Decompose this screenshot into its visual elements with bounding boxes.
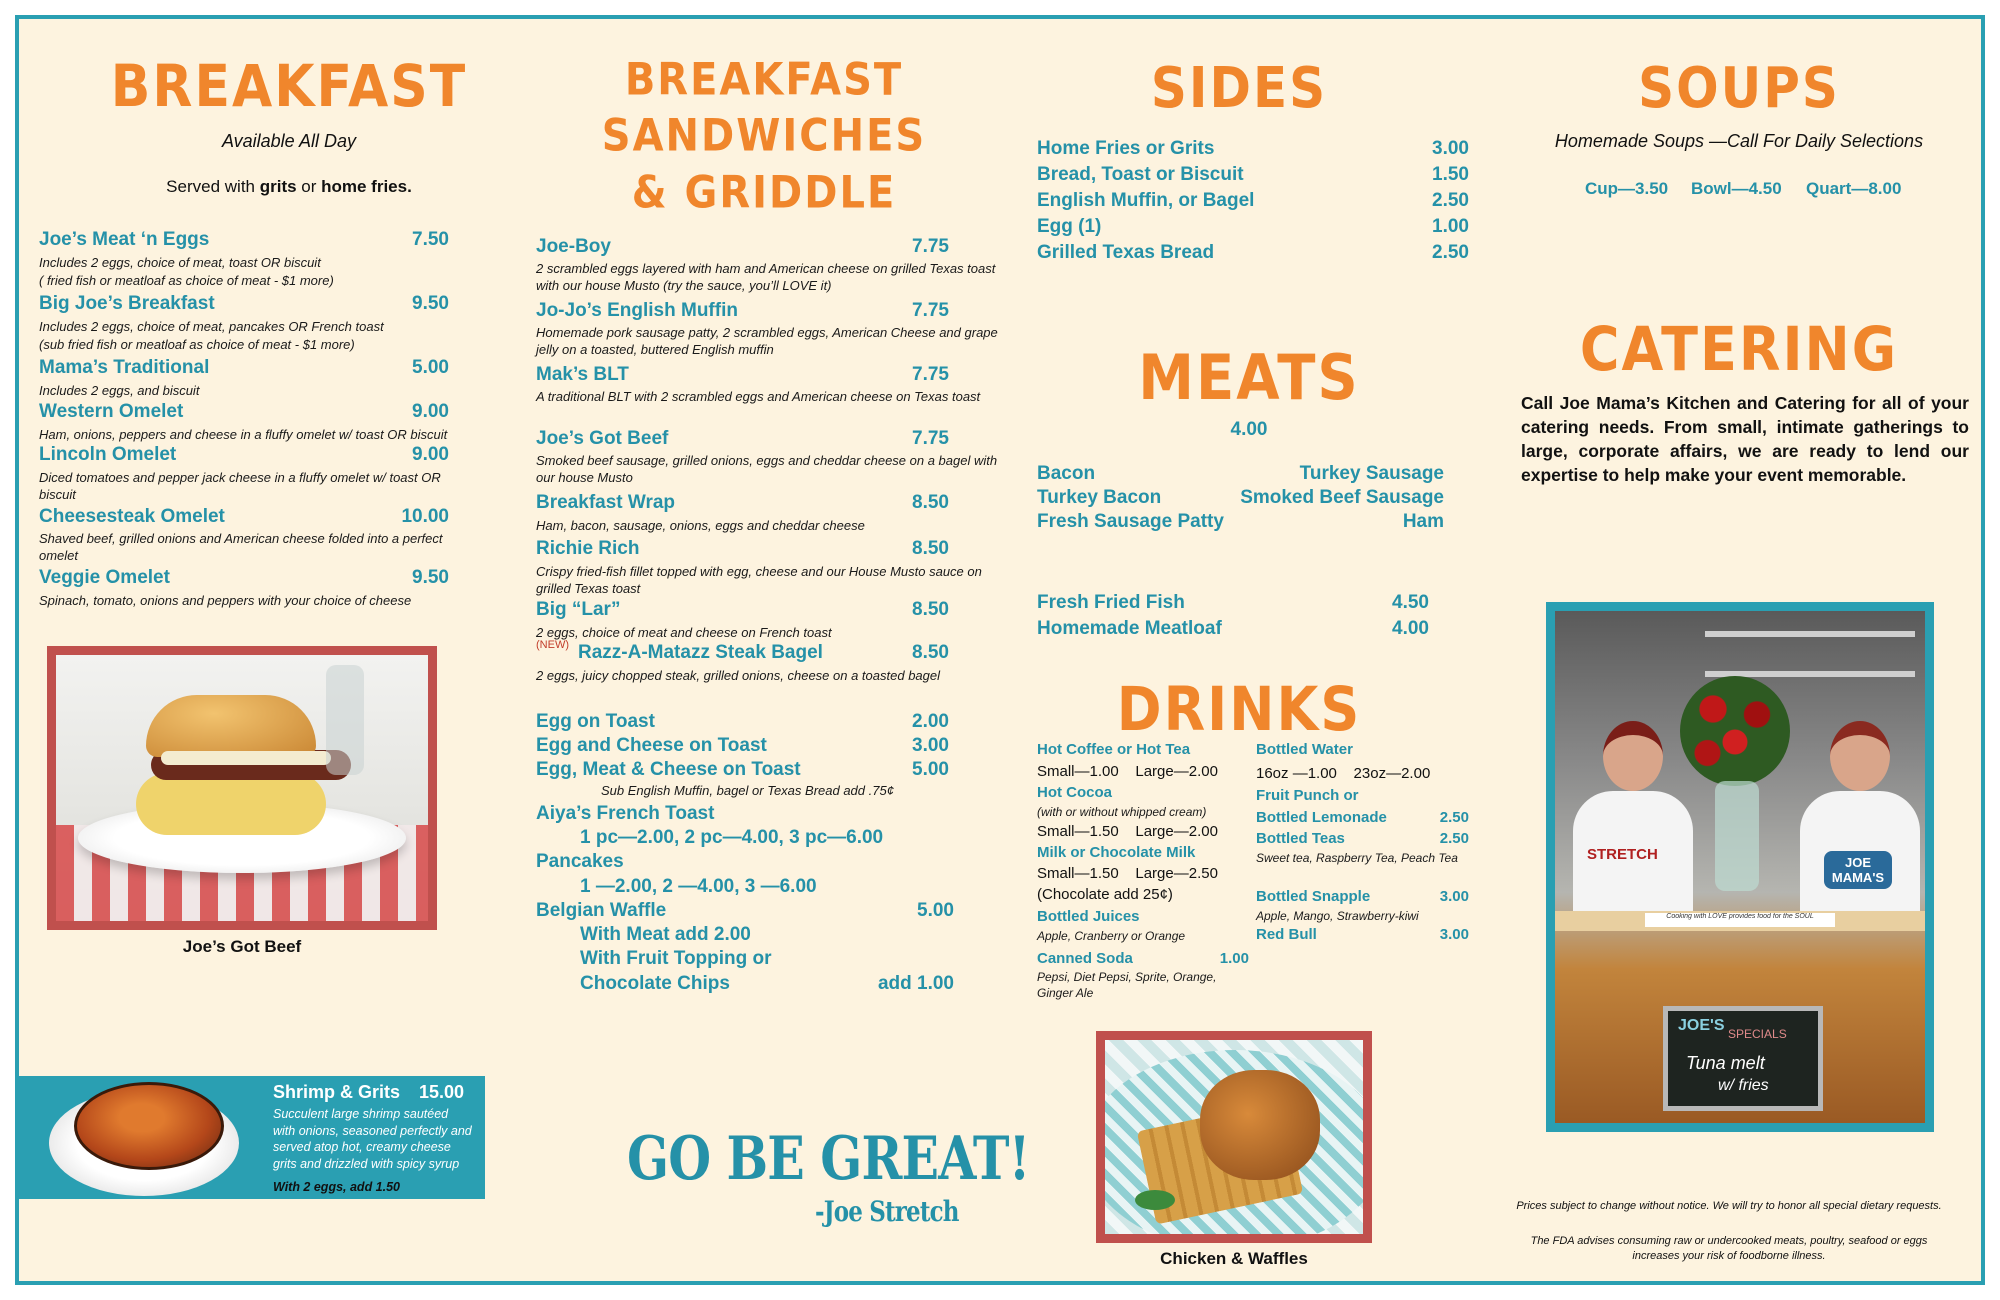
breakfast-item-name: Cheesesteak Omelet <box>39 506 225 527</box>
waffle-fruit-line1: With Fruit Topping or <box>580 948 772 969</box>
waffle-price: 5.00 <box>917 900 954 921</box>
breakfast-subtitle: Available All Day <box>221 131 357 151</box>
shrimp-grits-panel <box>19 1076 485 1199</box>
drink-prices: Small—1.00 Large—2.00 <box>1037 763 1218 780</box>
sandwich-item-price: 7.75 <box>912 300 949 321</box>
drink-price: 3.00 <box>1439 888 1469 905</box>
waffle-fruit-price: add 1.00 <box>877 973 954 994</box>
sandwich-item-name: Big “Lar” <box>536 599 621 620</box>
chalkboard-icon <box>1663 1006 1823 1111</box>
side-item-name: Home Fries or Grits <box>1037 138 1215 159</box>
new-tag: (NEW) <box>536 639 569 651</box>
sandwich-item-name: Jo-Jo’s English Muffin <box>536 300 738 321</box>
board-line4: w/ fries <box>1718 1077 1769 1094</box>
griddle-item-name: Egg on Toast <box>536 711 655 732</box>
shrimp-grits-desc: Succulent large shrimp sautéed with onions, seasoned perfectly and served atop hot, creamy cheese grits and drizzled with spicy syrup <box>273 1107 472 1171</box>
meat-name: Turkey Bacon <box>1037 487 1162 508</box>
drink-prices: Small—1.50 Large—2.00 <box>1037 823 1218 840</box>
catering-heading: CATERING <box>1579 314 1899 385</box>
griddle-item-price: 2.00 <box>912 711 949 732</box>
meats-price: 4.00 <box>1230 419 1268 440</box>
breakfast-item-desc: Includes 2 eggs, choice of meat, pancakes OR French toast <box>39 319 384 334</box>
joes-got-beef-caption: Joe’s Got Beef <box>182 937 302 956</box>
breakfast-item-desc: ( fried fish or meatloaf as choice of meat - $1 more) <box>39 273 334 288</box>
sandwich-item-price: 7.75 <box>912 428 949 449</box>
sandwiches-heading-line2: SANDWICHES <box>601 110 927 162</box>
meat-name: Ham <box>1402 511 1444 532</box>
side-item-name: Egg (1) <box>1037 216 1102 237</box>
sides-heading: SIDES <box>1150 55 1328 121</box>
drink-note: (with or without whipped cream) <box>1037 805 1207 819</box>
sandwich-item-name: Joe-Boy <box>536 236 611 257</box>
side-item-name: Grilled Texas Bread <box>1037 242 1215 263</box>
sandwich-item-price: 8.50 <box>912 599 949 620</box>
sandwich-item-desc: Ham, bacon, sausage, onions, eggs and cheddar cheese <box>536 518 865 533</box>
breakfast-item-desc: Diced tomatoes and pepper jack cheese in a fluffy omelet w/ toast OR biscuit <box>39 470 441 502</box>
chicken-waffles-caption: Chicken & Waffles <box>1160 1249 1308 1268</box>
sandwich-item-name: Breakfast Wrap <box>536 492 676 513</box>
meat-extra-price: 4.00 <box>1392 618 1429 639</box>
head-icon <box>1830 721 1890 791</box>
breakfast-item-name: Veggie Omelet <box>39 567 170 588</box>
breakfast-item-name: Mama’s Traditional <box>39 357 210 378</box>
waffle-name: Belgian Waffle <box>536 900 667 921</box>
kitchen-shelf-icon <box>1705 631 1915 637</box>
sandwich-item-name: Richie Rich <box>536 538 640 559</box>
meat-name: Smoked Beef Sausage <box>1240 487 1444 508</box>
drink-name: Milk or Chocolate Milk <box>1037 844 1196 861</box>
served-pre: Served with <box>166 177 260 196</box>
catering-photo <box>1546 602 1934 1132</box>
sandwich-item-desc: Crispy fried-fish fillet topped with egg, cheese and our House Musto sauce on grilled Texas toast <box>536 564 982 596</box>
breakfast-item-name: Joe’s Meat ‘n Eggs <box>39 229 210 250</box>
breakfast-item-desc: Ham, onions, peppers and cheese in a fluffy omelet w/ toast OR biscuit <box>39 427 448 442</box>
photo-image <box>1555 611 1925 1123</box>
drink-note: Sweet tea, Raspberry Tea, Peach Tea <box>1256 851 1458 865</box>
greens-icon <box>1135 1190 1175 1210</box>
drink-note: Apple, Cranberry or Orange <box>1037 929 1186 943</box>
breakfast-served-with <box>79 177 499 197</box>
board-line2: SPECIALS <box>1728 1027 1787 1041</box>
waffle-fruit-line2: Chocolate Chips <box>580 973 730 994</box>
meat-extra-price: 4.50 <box>1392 592 1429 613</box>
head-icon <box>1603 721 1663 791</box>
menu-page <box>15 15 1985 1285</box>
photo-image <box>1105 1040 1363 1234</box>
meat-name: Turkey Sausage <box>1299 463 1444 484</box>
roses-icon <box>1680 676 1790 786</box>
banner-text: Cooking with LOVE provides food for the SOUL <box>1645 913 1835 927</box>
joes-got-beef-photo <box>47 646 437 930</box>
drink-name: Bottled Water <box>1256 741 1353 758</box>
board-line3: Tuna melt <box>1686 1053 1765 1073</box>
sandwich-item-desc: 2 scrambled eggs layered with ham and American cheese on grilled Texas toast with our house Musto (try the sauce, you’ll LOVE it) <box>536 261 996 293</box>
drink-prices: 16oz —1.00 23oz—2.00 <box>1256 765 1431 782</box>
breakfast-item-desc: Includes 2 eggs, and biscuit <box>39 383 200 398</box>
griddle-item-price: 3.00 <box>912 735 949 756</box>
soups-subtitle: Homemade Soups —Call For Daily Selections <box>1554 131 1924 151</box>
drink-name: Bottled Juices <box>1037 908 1140 925</box>
meat-extra-name: Homemade Meatloaf <box>1037 618 1222 639</box>
shirt-text: STRETCH <box>1587 846 1658 863</box>
breakfast-item-price: 7.50 <box>412 229 449 250</box>
sandwiches-heading-line3: & GRIDDLE <box>631 167 897 219</box>
breakfast-item-name: Big Joe’s Breakfast <box>39 293 215 314</box>
drink-price: 2.50 <box>1439 830 1469 847</box>
sandwich-item-desc: Homemade pork sausage patty, 2 scrambled eggs, American Cheese and grape jelly on a toasted, buttered English muffin <box>536 325 998 357</box>
waffle-meat: With Meat add 2.00 <box>580 924 751 945</box>
photo-image <box>56 655 428 921</box>
sandwich-item-name: Joe’s Got Beef <box>536 428 669 449</box>
shrimp-grits-price: 15.00 <box>419 1082 465 1102</box>
drink-name: Bottled Lemonade <box>1256 809 1387 826</box>
breakfast-heading: BREAKFAST <box>110 53 468 121</box>
side-item-name: English Muffin, or Bagel <box>1037 190 1255 211</box>
side-item-price: 1.50 <box>1432 164 1469 185</box>
griddle-item-name: Egg and Cheese on Toast <box>536 735 767 756</box>
chicken-waffles-photo <box>1096 1031 1372 1243</box>
sandwich-item-desc: 2 eggs, choice of meat and cheese on French toast <box>536 625 832 640</box>
breakfast-item-price: 5.00 <box>412 357 449 378</box>
person-icon <box>1573 721 1693 931</box>
bun-icon <box>146 695 316 757</box>
sandwich-item-price: 8.50 <box>912 492 949 513</box>
breakfast-item-price: 9.50 <box>412 567 449 588</box>
breakfast-item-name: Lincoln Omelet <box>39 444 177 465</box>
board-line1: JOE'S <box>1678 1017 1725 1034</box>
side-item-price: 1.00 <box>1432 216 1469 237</box>
drink-name: Bottled Teas <box>1256 830 1345 847</box>
motto: GO BE GREAT! <box>627 1124 1030 1194</box>
breakfast-item-desc: Includes 2 eggs, choice of meat, toast OR biscuit <box>39 255 321 270</box>
breakfast-item-price: 10.00 <box>401 506 449 527</box>
sandwich-item-name: Mak’s BLT <box>536 364 629 385</box>
sauce-icon <box>161 751 331 765</box>
drink-price: 1.00 <box>1219 950 1249 967</box>
pancakes-prices: 1 —2.00, 2 —4.00, 3 —6.00 <box>580 876 817 897</box>
griddle-sub-note: Sub English Muffin, bagel or Texas Bread add .75¢ <box>601 783 894 798</box>
breakfast-item-price: 9.00 <box>412 444 449 465</box>
disclaimer-line1: Prices subject to change without notice. We will try to honor all special dietary requests. <box>1516 1200 1942 1212</box>
meats-heading: MEATS <box>1138 342 1360 415</box>
served-grits: grits <box>259 177 297 196</box>
sandwich-item-price: 7.75 <box>912 236 949 257</box>
vase-icon <box>1715 781 1759 891</box>
griddle-item-price: 5.00 <box>912 759 949 780</box>
apron-text: JOE MAMA'S <box>1824 851 1892 889</box>
sandwich-item-price: 7.75 <box>912 364 949 385</box>
drink-name: Bottled Snapple <box>1256 888 1371 905</box>
drink-name: Hot Cocoa <box>1037 784 1112 801</box>
sandwiches-heading-line1: BREAKFAST <box>624 54 904 106</box>
shrimp-grits-name: Shrimp & Grits <box>273 1082 401 1102</box>
breakfast-item-desc: (sub fried fish or meatloaf as choice of meat - $1 more) <box>39 337 355 352</box>
side-item-name: Bread, Toast or Biscuit <box>1037 164 1244 185</box>
pancakes-name: Pancakes <box>536 851 624 872</box>
served-home-fries: home fries. <box>321 177 412 196</box>
drink-note: (Chocolate add 25¢) <box>1037 886 1173 903</box>
sandwich-item-desc: Smoked beef sausage, grilled onions, eggs and cheddar cheese on a bagel with our house Musto <box>536 453 998 485</box>
drink-note: Pepsi, Diet Pepsi, Sprite, Orange, Ginger Ale <box>1037 970 1217 1000</box>
chicken-icon <box>1200 1070 1320 1180</box>
served-mid: or <box>296 177 322 196</box>
meat-extra-name: Fresh Fried Fish <box>1037 592 1185 613</box>
breakfast-item-price: 9.00 <box>412 401 449 422</box>
french-toast-name: Aiya’s French Toast <box>536 803 715 824</box>
side-item-price: 3.00 <box>1432 138 1469 159</box>
meat-name: Fresh Sausage Patty <box>1037 511 1224 532</box>
drink-price: 2.50 <box>1439 809 1469 826</box>
bottle-icon <box>326 665 364 775</box>
sandwich-item-price: 8.50 <box>912 538 949 559</box>
drink-note: Apple, Mango, Strawberry-kiwi <box>1256 909 1419 923</box>
side-item-price: 2.50 <box>1432 242 1469 263</box>
drink-name: Fruit Punch or <box>1256 787 1359 804</box>
sandwich-item-price: 8.50 <box>912 642 949 663</box>
catering-text: Call Joe Mama’s Kitchen and Catering for all of your catering needs. From small, intimate gatherings to large, corporate affairs, we are ready to lend our expertise to help make your event memorable. <box>1521 393 1969 486</box>
omelet-icon <box>136 773 326 835</box>
drink-prices: Small—1.50 Large—2.50 <box>1037 865 1218 882</box>
drink-name: Canned Soda <box>1037 950 1133 967</box>
breakfast-item-desc: Spinach, tomato, onions and peppers with your choice of cheese <box>39 593 412 608</box>
drink-name: Hot Coffee or Hot Tea <box>1037 741 1191 758</box>
breakfast-item-name: Western Omelet <box>39 401 184 422</box>
motto-author: -Joe Stretch <box>815 1195 959 1228</box>
sandwich-item-desc: 2 eggs, juicy chopped steak, grilled onions, cheese on a toasted bagel <box>536 668 940 683</box>
griddle-item-name: Egg, Meat & Cheese on Toast <box>536 759 801 780</box>
disclaimer-line2: The FDA advises consuming raw or undercooked meats, poultry, seafood or eggs increases your risk of foodborne illness. <box>1530 1235 1928 1262</box>
french-toast-prices: 1 pc—2.00, 2 pc—4.00, 3 pc—6.00 <box>580 827 884 848</box>
meat-name: Bacon <box>1037 463 1096 484</box>
soup-bowl: Bowl—4.50 <box>1691 179 1782 198</box>
soup-quart: Quart—8.00 <box>1806 179 1902 198</box>
shrimp-bowl-icon <box>74 1082 224 1170</box>
soup-cup: Cup—3.50 <box>1585 179 1669 198</box>
sandwich-item-desc: A traditional BLT with 2 scrambled eggs and American cheese on Texas toast <box>536 389 981 404</box>
breakfast-item-desc: Shaved beef, grilled onions and American cheese folded into a perfect omelet <box>39 531 443 563</box>
drinks-heading: DRINKS <box>1116 674 1362 745</box>
soups-heading: SOUPS <box>1638 55 1840 121</box>
person-icon <box>1800 721 1920 931</box>
breakfast-item-price: 9.50 <box>412 293 449 314</box>
drink-name: Red Bull <box>1256 926 1317 943</box>
sandwich-item-name: Razz-A-Matazz Steak Bagel <box>578 642 823 663</box>
shrimp-grits-addon: With 2 eggs, add 1.50 <box>273 1180 401 1194</box>
side-item-price: 2.50 <box>1432 190 1469 211</box>
drink-price: 3.00 <box>1439 926 1469 943</box>
